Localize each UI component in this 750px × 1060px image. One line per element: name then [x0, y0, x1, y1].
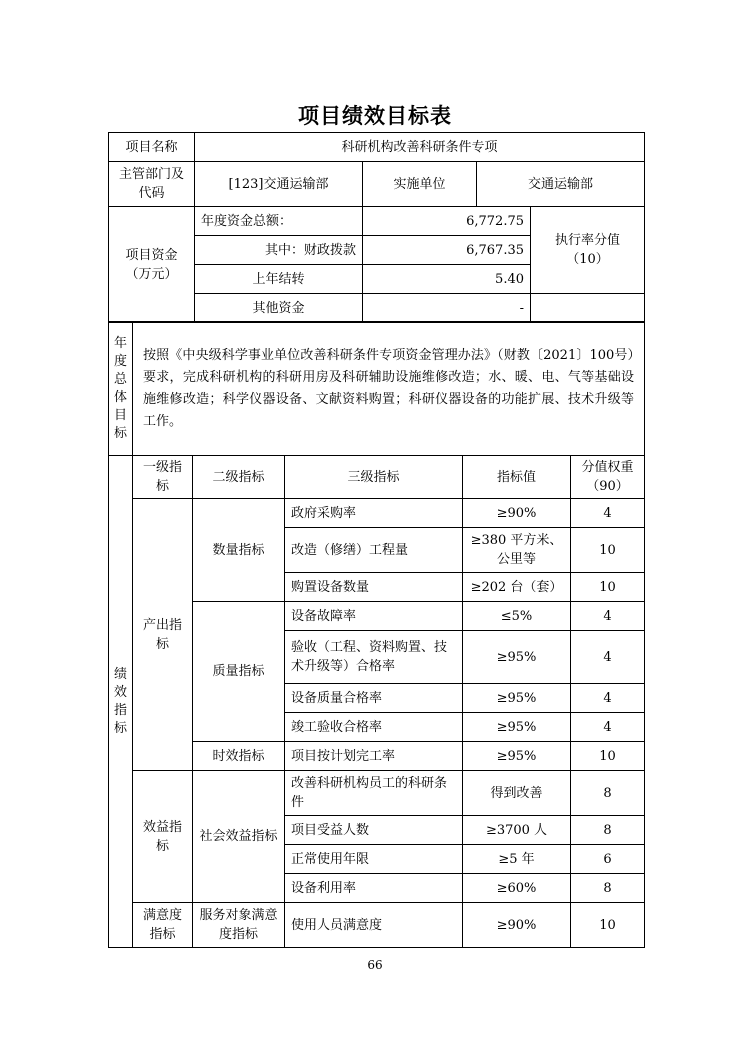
fund-label-total: 年度资金总额： [195, 207, 363, 236]
group-output: 产出指标 [133, 499, 193, 771]
performance-table [108, 455, 645, 948]
group-benefit: 效益指标 [133, 771, 193, 903]
group-quantity: 数量指标 [193, 499, 285, 602]
indicator-name: 项目受益人数 [285, 816, 463, 845]
funds-label: 项目资金（万元） [109, 207, 195, 323]
indicator-name: 改善科研机构员工的科研条件 [285, 771, 463, 816]
indicator-value: ≥90% [463, 903, 571, 948]
indicator-weight: 4 [571, 713, 645, 742]
indicator-weight: 10 [571, 528, 645, 573]
annual-goal-label: 年 度 总 体 目 标 [109, 322, 133, 456]
fund-label-fiscal: 其中：财政拨款 [195, 236, 363, 265]
exec-rate-label: 执行率分值（10） [531, 207, 645, 294]
fund-value-total: 6,772.75 [363, 207, 531, 236]
group-timeliness: 时效指标 [193, 742, 285, 771]
fund-value-fiscal: 6,767.35 [363, 236, 531, 265]
indicator-value: ≥60% [463, 874, 571, 903]
header-level3: 三级指标 [285, 456, 463, 499]
annual-goal-text: 按照《中央级科学事业单位改善科研条件专项资金管理办法》（财教〔2021〕100号）要求，完成科研机构的科研用房及科研辅助设施维修改造；水、暖、电、气等基础设施维修改造；科学仪器设备、文献资料购置；科研仪器设备的功能扩展、技术升级等工作。 [133, 322, 645, 456]
indicator-value: ≥95% [463, 742, 571, 771]
project-name-label: 项目名称 [109, 133, 195, 162]
group-satisfaction: 满意度指标 [133, 903, 193, 948]
annual-goal-table [108, 321, 645, 456]
indicator-value: ≥95% [463, 713, 571, 742]
indicator-value: ≥95% [463, 684, 571, 713]
indicator-name: 验收（工程、资料购置、技术升级等）合格率 [285, 631, 463, 684]
indicator-name: 使用人员满意度 [285, 903, 463, 948]
indicator-weight: 4 [571, 684, 645, 713]
indicator-weight: 8 [571, 816, 645, 845]
group-service: 服务对象满意度指标 [193, 903, 285, 948]
indicator-value: ≤5% [463, 602, 571, 631]
perf-label: 绩 效 指 标 [109, 456, 133, 948]
indicator-name: 设备故障率 [285, 602, 463, 631]
indicator-name: 正常使用年限 [285, 845, 463, 874]
indicator-weight: 10 [571, 903, 645, 948]
indicator-value: ≥90% [463, 499, 571, 528]
indicator-value: ≥5 年 [463, 845, 571, 874]
indicator-weight: 4 [571, 602, 645, 631]
indicator-weight: 6 [571, 845, 645, 874]
indicator-weight: 8 [571, 874, 645, 903]
header-weight: 分值权重（90） [571, 456, 645, 499]
indicator-weight: 10 [571, 573, 645, 602]
fund-value-carryover: 5.40 [363, 265, 531, 294]
indicator-value: ≥202 台（套） [463, 573, 571, 602]
fund-label-carryover: 上年结转 [195, 265, 363, 294]
project-name-value: 科研机构改善科研条件专项 [195, 133, 645, 162]
indicator-value: ≥380 平方米、公里等 [463, 528, 571, 573]
indicator-value: ≥95% [463, 631, 571, 684]
header-level2: 二级指标 [193, 456, 285, 499]
indicator-value: ≥3700 人 [463, 816, 571, 845]
indicator-name: 项目按计划完工率 [285, 742, 463, 771]
indicator-name: 政府采购率 [285, 499, 463, 528]
dept-label: 主管部门及代码 [109, 162, 195, 207]
indicator-weight: 10 [571, 742, 645, 771]
indicator-name: 竣工验收合格率 [285, 713, 463, 742]
page-number: 66 [367, 958, 383, 972]
indicator-value: 得到改善 [463, 771, 571, 816]
header-value: 指标值 [463, 456, 571, 499]
impl-label: 实施单位 [363, 162, 477, 207]
exec-rate-empty [531, 294, 645, 323]
impl-value: 交通运输部 [477, 162, 645, 207]
indicator-name: 设备利用率 [285, 874, 463, 903]
fund-value-other: - [363, 294, 531, 323]
project-info-table [108, 132, 645, 323]
indicator-name: 购置设备数量 [285, 573, 463, 602]
indicator-weight: 8 [571, 771, 645, 816]
header-level1: 一级指标 [133, 456, 193, 499]
group-quality: 质量指标 [193, 602, 285, 742]
fund-label-other: 其他资金 [195, 294, 363, 323]
dept-value: [123]交通运输部 [195, 162, 363, 207]
indicator-name: 改造（修缮）工程量 [285, 528, 463, 573]
group-social: 社会效益指标 [193, 771, 285, 903]
indicator-weight: 4 [571, 499, 645, 528]
indicator-name: 设备质量合格率 [285, 684, 463, 713]
page-title: 项目绩效目标表 [298, 103, 452, 128]
indicator-weight: 4 [571, 631, 645, 684]
